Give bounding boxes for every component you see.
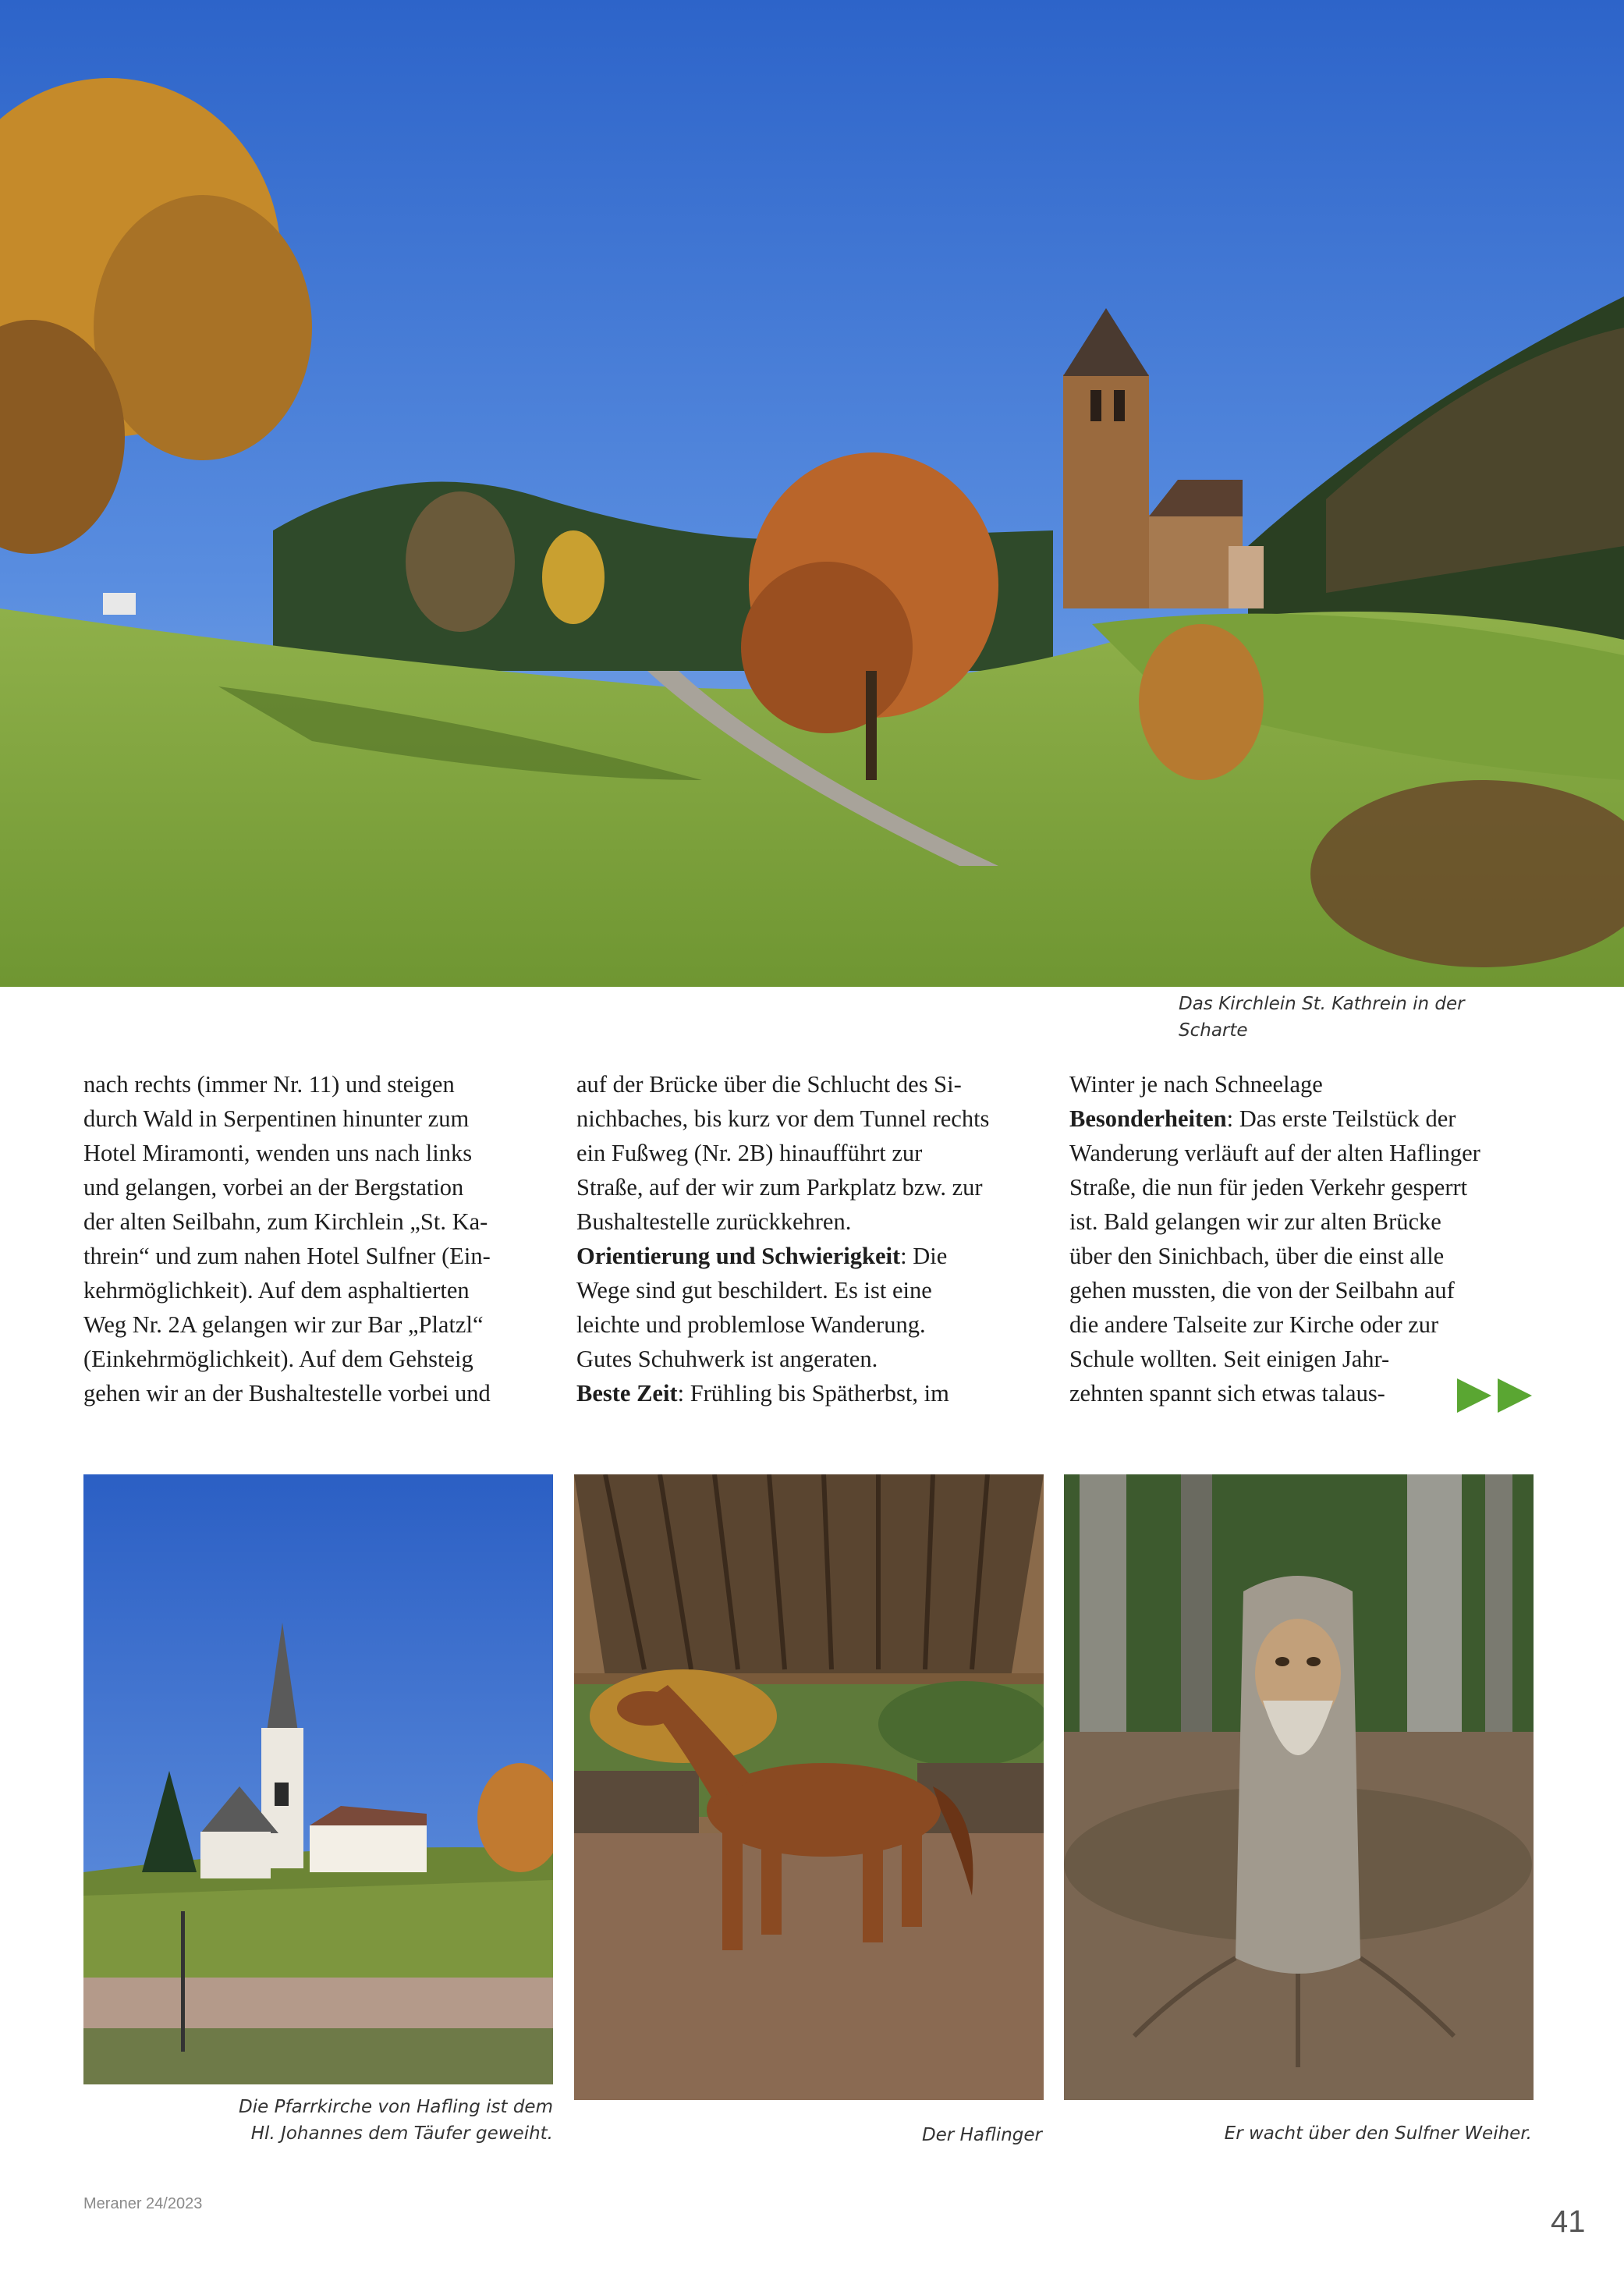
photo1-caption (83, 2094, 553, 2147)
text-line: über den Sinichbach, über die einst alle (1069, 1243, 1445, 1269)
text-line: Straße, auf der wir zum Parkplatz bzw. zur (576, 1174, 983, 1201)
publication-label: Meraner 24/2023 (83, 2195, 203, 2212)
double-arrow-right-icon (1457, 1378, 1535, 1413)
text-line: ein Fußweg (Nr. 2B) hinaufführt zur (576, 1140, 923, 1166)
photo1-caption-line2: Hl. Johannes dem Täufer geweiht. (250, 2123, 553, 2144)
orientation-text: : Die (900, 1243, 948, 1269)
special-line (1069, 1101, 1545, 1136)
text-line: Bushaltestelle zurückkehren. (576, 1208, 852, 1235)
text-column-3 (1069, 1067, 1545, 1410)
text-line: Straße, die nun für jeden Verkehr gesperrt (1069, 1174, 1468, 1201)
text-line: und gelangen, vorbei an der Bergstation (83, 1174, 464, 1201)
text-line: auf der Brücke über die Schlucht des Si- (576, 1071, 962, 1098)
hero-caption: Das Kirchlein St. Kathrein in der Scharte (1179, 994, 1465, 1041)
text-line: die andere Talseite zur Kirche oder zur (1069, 1311, 1439, 1338)
text-line: leichte und problemlose Wanderung. (576, 1311, 926, 1338)
text-line: Hotel Miramonti, wenden uns nach links (83, 1140, 473, 1166)
hero-photo-church-st-kathrein (0, 0, 1624, 987)
text-line: Schule wollten. Seit einigen Jahr- (1069, 1346, 1390, 1372)
photo3-caption: Er wacht über den Sulfner Weiher. (1224, 2123, 1532, 2144)
text-line: Wanderung verläuft auf der alten Haflinger (1069, 1140, 1480, 1166)
text-line: gehen mussten, die von der Seilbahn auf (1069, 1277, 1455, 1304)
text-line: kehrmöglichkeit). Auf dem asphaltierten (83, 1277, 470, 1304)
text-line: Weg Nr. 2A gelangen wir zur Bar „Platzl“ (83, 1311, 484, 1338)
best-time-label: Beste Zeit (576, 1380, 678, 1407)
special-text: : Das erste Teilstück der (1226, 1105, 1456, 1132)
text-line: der alten Seilbahn, zum Kirchlein „St. Ka- (83, 1208, 488, 1235)
text-line: durch Wald in Serpentinen hinunter zum (83, 1105, 470, 1132)
text-line: threin“ und zum nahen Hotel Sulfner (Ein- (83, 1243, 491, 1269)
special-label: Besonderheiten (1069, 1105, 1227, 1132)
page-number: 41 (1551, 2205, 1586, 2239)
photo2-caption: Der Haflinger (921, 2125, 1042, 2145)
text-line: Gutes Schuhwerk ist angeraten. (576, 1346, 878, 1372)
text-line: nach rechts (immer Nr. 11) und steigen (83, 1071, 455, 1098)
text-line: (Einkehrmöglichkeit). Auf dem Gehsteig (83, 1346, 473, 1372)
text-column-2 (576, 1067, 1052, 1410)
text-line: Wege sind gut beschildert. Es ist eine (576, 1277, 932, 1304)
orientation-label: Orientierung und Schwierigkeit (576, 1243, 901, 1269)
photo1-caption-line1: Die Pfarrkirche von Hafling ist dem (239, 2097, 553, 2117)
best-time-text: : Frühling bis Spätherbst, im (677, 1380, 949, 1407)
photo-wooden-haflinger-horse (574, 1474, 1044, 2100)
text-line: nichbaches, bis kurz vor dem Tunnel rechts (576, 1105, 990, 1132)
text-line: zehnten spannt sich etwas talaus- (1069, 1380, 1385, 1407)
orientation-line (576, 1239, 1052, 1273)
text-column-1 (83, 1067, 559, 1410)
photo-carved-tree-face (1064, 1474, 1534, 2100)
photo-parish-church-hafling (83, 1474, 553, 2084)
text-line: ist. Bald gelangen wir zur alten Brücke (1069, 1208, 1441, 1235)
best-time-line (576, 1376, 1052, 1410)
text-line: gehen wir an der Bushaltestelle vorbei und (83, 1380, 491, 1407)
text-line: Winter je nach Schneelage (1069, 1071, 1323, 1098)
